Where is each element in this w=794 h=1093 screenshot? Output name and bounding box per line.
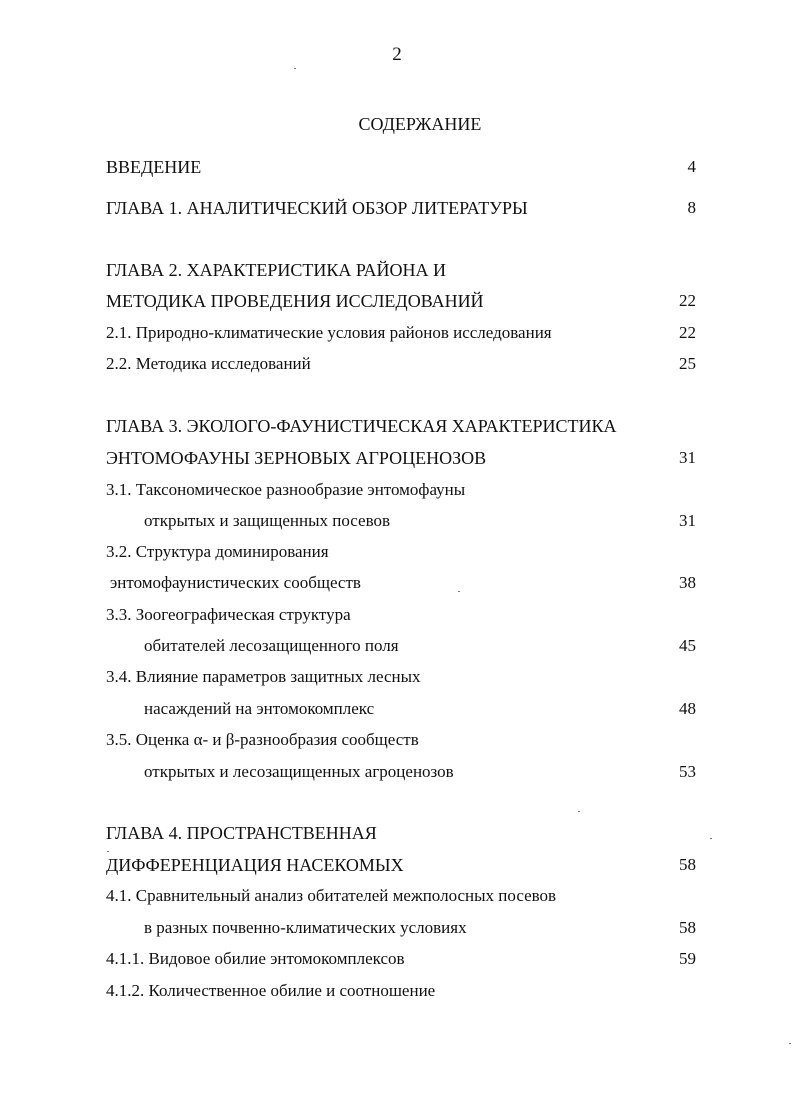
toc-entry-3-1-line-2: открытых и защищенных посевов bbox=[144, 511, 391, 530]
scan-speck bbox=[294, 68, 296, 69]
toc-page-chapter-3: 31 bbox=[679, 448, 696, 467]
toc-page-2-1: 22 bbox=[679, 323, 696, 342]
scan-speck bbox=[710, 838, 712, 839]
toc-entry-4-1-2: 4.1.2. Количественное обилие и соотношение bbox=[106, 981, 436, 1000]
toc-entry-2-2: 2.2. Методика исследований bbox=[106, 354, 311, 373]
toc-page-3-5: 53 bbox=[679, 762, 696, 781]
scan-speck bbox=[107, 851, 109, 852]
toc-entry-3-1-line-1: 3.1. Таксономическое разнообразие энтомофауны bbox=[106, 480, 466, 499]
toc-entry-chapter-2-line-2: МЕТОДИКА ПРОВЕДЕНИЯ ИССЛЕДОВАНИЙ bbox=[106, 291, 484, 311]
toc-entry-4-1-line-1: 4.1. Сравнительный анализ обитателей межполосных посевов bbox=[106, 886, 557, 905]
toc-page-3-2: 38 bbox=[679, 573, 696, 592]
toc-entry-chapter-4-line-2: ДИФФЕРЕНЦИАЦИЯ НАСЕКОМЫХ bbox=[106, 855, 404, 875]
toc-entry-3-2-line-1: 3.2. Структура доминирования bbox=[106, 542, 329, 561]
toc-entry-4-1-1: 4.1.1. Видовое обилие энтомокомплексов bbox=[106, 949, 405, 968]
toc-entry-3-4-line-2: насаждений на энтомокомплекс bbox=[144, 699, 375, 718]
toc-page-4-1: 58 bbox=[679, 918, 696, 937]
toc-page-2-2: 25 bbox=[679, 354, 696, 373]
toc-title: СОДЕРЖАНИЕ bbox=[358, 114, 482, 134]
toc-page-3-1: 31 bbox=[679, 511, 696, 530]
toc-entry-3-2-line-2: энтомофаунистических сообществ bbox=[110, 573, 361, 592]
scan-speck bbox=[578, 811, 580, 812]
toc-entry-chapter-4-line-1: ГЛАВА 4. ПРОСТРАНСТВЕННАЯ bbox=[106, 823, 377, 843]
scan-speck bbox=[789, 1043, 791, 1044]
toc-entry-chapter-3-line-1: ГЛАВА 3. ЭКОЛОГО-ФАУНИСТИЧЕСКАЯ ХАРАКТЕРИСТИКА bbox=[106, 416, 617, 436]
toc-entry-4-1-line-2: в разных почвенно-климатических условиях bbox=[144, 918, 467, 937]
toc-entry-chapter-3-line-2: ЭНТОМОФАУНЫ ЗЕРНОВЫХ АГРОЦЕНОЗОВ bbox=[106, 448, 487, 468]
toc-entry-3-3-line-2: обитателей лесозащищенного поля bbox=[144, 636, 399, 655]
toc-page-3-3: 45 bbox=[679, 636, 696, 655]
toc-page-chapter-1: 8 bbox=[687, 198, 696, 217]
scan-speck bbox=[458, 591, 460, 592]
toc-entry-3-4-line-1: 3.4. Влияние параметров защитных лесных bbox=[106, 667, 421, 686]
toc-entry-introduction: ВВЕДЕНИЕ bbox=[106, 157, 202, 177]
toc-entry-2-1: 2.1. Природно-климатические условия районов исследования bbox=[106, 323, 552, 342]
toc-entry-chapter-2-line-1: ГЛАВА 2. ХАРАКТЕРИСТИКА РАЙОНА И bbox=[106, 260, 447, 280]
toc-entry-3-5-line-2: открытых и лесозащищенных агроценозов bbox=[144, 762, 454, 781]
toc-page-4-1-1: 59 bbox=[679, 949, 696, 968]
toc-page-introduction: 4 bbox=[687, 157, 696, 176]
page-number: 2 bbox=[392, 44, 402, 65]
toc-page-3-4: 48 bbox=[679, 699, 696, 718]
toc-entry-chapter-1: ГЛАВА 1. АНАЛИТИЧЕСКИЙ ОБЗОР ЛИТЕРАТУРЫ bbox=[106, 198, 528, 218]
toc-page-chapter-2: 22 bbox=[679, 291, 696, 310]
toc-entry-3-5-line-1: 3.5. Оценка α- и β-разнообразия сообществ bbox=[106, 730, 419, 749]
toc-entry-3-3-line-1: 3.3. Зоогеографическая структура bbox=[106, 605, 351, 624]
toc-page-chapter-4: 58 bbox=[679, 855, 696, 874]
